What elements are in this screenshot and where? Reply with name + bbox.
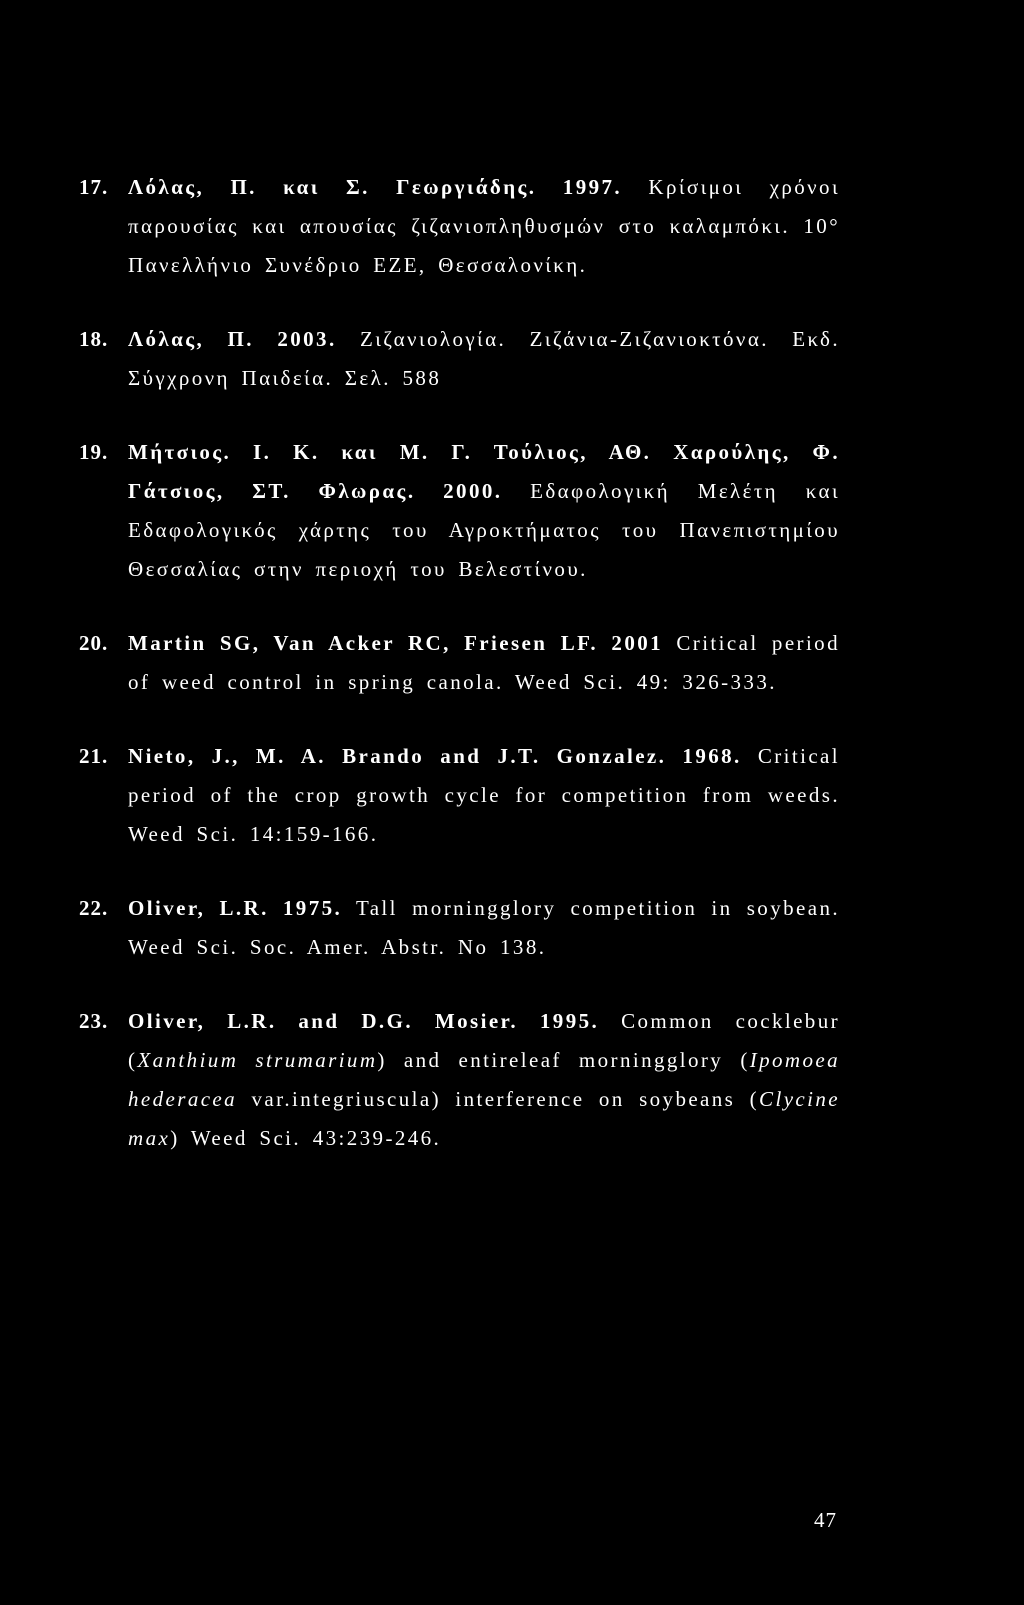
reference-authors: Nieto, J., M. A. Brando and J.T. Gonzalez. 1968.: [128, 744, 742, 768]
reference-item: [79, 433, 840, 589]
reference-item: [79, 168, 840, 285]
reference-text: Critical period of the crop growth cycle for competition from weeds. Weed Sci. 14:159-166.: [128, 744, 840, 846]
reference-item: [79, 737, 840, 854]
reference-authors: Martin SG, Van Acker RC, Friesen LF. 2001: [128, 631, 664, 655]
reference-text: Κρίσιμοι χρόνοι παρουσίας και απουσίας ζιζανιοπληθυσμών στο καλαμπόκι. 10° Πανελλήνιο Συνέδριο ΕΖΕ, Θεσσαλονίκη.: [128, 175, 840, 277]
reference-text: Ζιζανιολογία. Ζιζάνια-Ζιζανιοκτόνα. Εκδ. Σύγχρονη Παιδεία. Σελ. 588: [128, 327, 840, 390]
reference-item: [79, 320, 840, 398]
reference-number: 18.: [79, 327, 109, 351]
reference-text: Εδαφολογική Μελέτη και Εδαφολογικός χάρτης του Αγροκτήματος του Πανεπιστημίου Θεσσαλίας στην περιοχή του Βελεστίνου.: [128, 479, 840, 581]
reference-authors: Oliver, L.R. and D.G. Mosier. 1995.: [128, 1009, 600, 1033]
reference-number: 21.: [79, 744, 109, 768]
reference-text-part: ) and entireleaf morningglory (: [377, 1048, 750, 1072]
reference-text: Critical period of weed control in spring canola. Weed Sci. 49: 326-333.: [128, 631, 840, 694]
reference-text-part: Common cocklebur (: [128, 1009, 840, 1072]
reference-authors: Λόλας, Π. 2003.: [128, 327, 337, 351]
reference-number: 22.: [79, 896, 109, 920]
species-name: Clycine max: [128, 1087, 840, 1150]
page-number: 47: [814, 1508, 837, 1532]
reference-item: [79, 1002, 840, 1158]
reference-number: 20.: [79, 631, 109, 655]
reference-list: [79, 168, 840, 1193]
reference-authors: Oliver, L.R. 1975.: [128, 896, 343, 920]
reference-text: Tall morningglory competition in soybean. Weed Sci. Soc. Amer. Abstr. No 138.: [128, 896, 840, 959]
reference-number: 19.: [79, 440, 109, 464]
reference-text-part: var.integriuscula) interference on soybeans (: [237, 1087, 760, 1111]
species-name: Xanthium strumarium: [137, 1048, 378, 1072]
species-name: Ipomoea hederacea: [128, 1048, 840, 1111]
reference-number: 23.: [79, 1009, 109, 1033]
reference-item: [79, 889, 840, 967]
reference-item: [79, 624, 840, 702]
reference-text-part: ) Weed Sci. 43:239-246.: [170, 1126, 442, 1150]
reference-authors: Λόλας, Π. και Σ. Γεωργιάδης. 1997.: [128, 175, 623, 199]
reference-authors: Μήτσιος. Ι. Κ. και Μ. Γ. Τούλιος, ΑΘ. Χαρούλης, Φ. Γάτσιος, ΣΤ. Φλωρας. 2000.: [128, 440, 840, 503]
reference-number: 17.: [79, 175, 109, 199]
